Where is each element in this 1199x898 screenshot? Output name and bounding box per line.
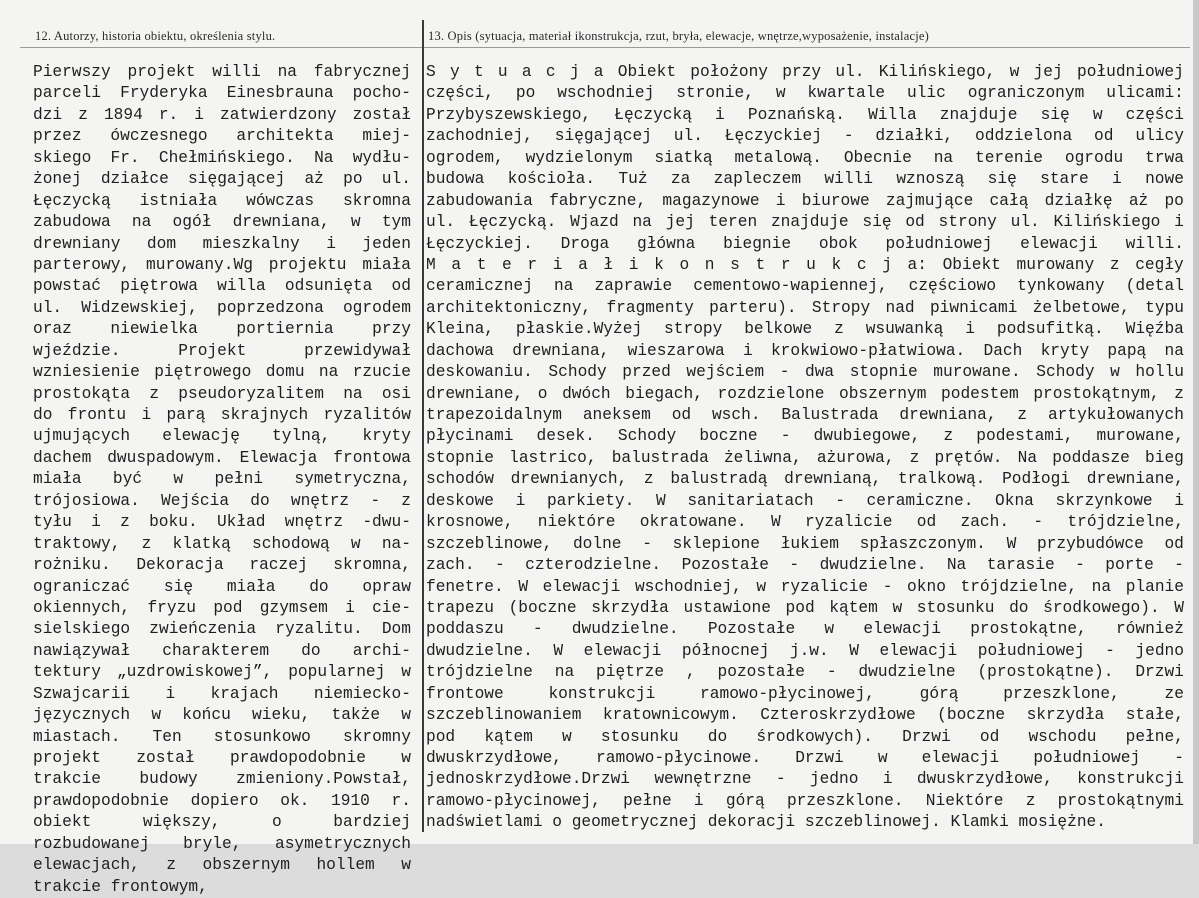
text-line: Kleina, płaskie.Wyżej stropy belkowe z wsuwanką i podsufitką. Więźba [426,320,1184,339]
text-line: pod kątem w stosunku do środkowych). Drzwi od wschodu pełne, [426,727,1184,746]
text-line: zach. - czterodzielne. Pozostałe - dwudzielne. Na tarasie - porte - [426,556,1184,575]
text-line: wzniesienie piętrowego domu na rzucie [33,363,411,382]
text-line: M a t e r i a ł i k o n s t r u k c j a: Obiekt murowany z cegły [426,255,1184,274]
text-line: poddaszu - dwudzielne. Pozostałe w elewacji prostokątne, również [426,620,1184,639]
text-line: prawdopodobnie dopiero ok. 1910 r. [33,791,411,810]
text-line: parceli Fryderyka Einesbrauna pocho- [33,84,411,103]
text-line: dachem dwuspadowym. Elewacja frontowa [33,448,411,467]
text-line: budowa kościoła. Tuż za zapleczem willi wznoszą się stare i nowe [426,170,1184,189]
text-line: rozbudowanej bryle, asymetrycznych [33,834,411,853]
text-line: trójosiowa. Wejścia do wnętrz - z [33,491,411,510]
text-line: jednoskrzydłowe.Drzwi wewnętrzne - jedno i dwuskrzydłowe, konstrukcji [426,770,1184,789]
text-line: deskowe i parkiety. W sanitariatach - ceramiczne. Okna skrzynkowe i [426,491,1184,510]
text-line: ujmujących elewację tylną, kryty [33,427,411,446]
text-line: rożniku. Dekoracja raczej skromna, [33,556,411,575]
text-line: stopnie lastrico, balustrada żeliwna, ażurowa, z prętów. Na poddasze bieg [426,448,1184,467]
text-line: szczeblinowe, dolne - sklepione łukiem spłaszczonym. W przybudówce od [426,534,1184,553]
text-line: dwuskrzydłowe, ramowo-płycinowe. Drzwi w elewacji południowej - [426,749,1184,767]
text-line: drewniany dom mieszkalny i jeden [33,234,411,253]
text-line: trapezu (boczne skrzydła ustawione pod kątem w stosunku do środkowego). W [426,598,1184,617]
text-line: ograniczać się miała do opraw [33,577,411,596]
text-line: płycinami desek. Schody boczne - dwubiegowe, z podestami, murowane, [426,427,1184,446]
text-line: elewacjach, z obszernym hollem w [33,856,411,875]
text-line: deskowaniu. Schody przed wejściem - dwa stopnie murowane. Schody w hollu [426,363,1184,382]
text-line: Łęczycką istniała wówczas skromna [33,191,411,210]
text-line: zabudowa na ogół drewniana, w tym [33,213,411,232]
text-line: Przybyszewskiego, Łęczycką i Poznańską. Willa znajduje się w części [426,105,1184,124]
text-line: trakcie budowy zmieniony.Powstał, [33,770,411,789]
text-line: projekt został prawdopodobnie w [33,749,411,767]
text-line: części, po wschodniej stronie, w kwartale ulic ograniczonym ulicami: [426,84,1184,103]
section-13-heading: 13. Opis (sytuacja, materiał ikonstrukcja, rzut, bryła, elewacje, wnętrze,wyposażenie, instalacje) [428,29,930,43]
text-line: ogrodem, wydzielonym siatką metalową. Obecnie na terenie ogrodu trwa [426,148,1184,167]
text-line: schodów drewnianych, z balustradą drewnianą, tralkową. Podłogi drewniane, [426,470,1184,489]
text-line: trakcie frontowym, [33,877,208,896]
text-line: S y t u a c j a Obiekt położony przy ul. Kilińskiego, w jej południowej [426,63,1184,81]
text-line: żonej działce sięgającej aż po ul. [33,170,411,189]
text-line: skiego Fr. Chełmińskiego. Na wydłu- [33,148,411,167]
column-divider [422,20,424,832]
text-line: ramowo-płycinowej, pełne i górą przeszklone. Niektóre z prostokątnymi [426,791,1184,810]
text-line: miała być w pełni symetryczna, [33,470,411,489]
text-line: obiekt większy, o bardziej [33,813,411,832]
text-line: języcznych w końcu wieku, także w [33,706,411,725]
text-line: drewniane, o dwóch biegach, rozdzielone obszernym podestem prostokątnym, z [426,384,1184,403]
history-text-column [33,62,411,898]
text-line: Pierwszy projekt willi na fabrycznej [33,63,411,81]
text-line: architektoniczny, fragmenty parteru). Stropy nad piwnicami żelbetowe, typu [426,298,1184,317]
text-line: do frontu i parą skrajnych ryzalitów [33,406,411,424]
text-line: zachodniej, sięgającej ul. Łęczyckiej - działki, oddzielona od ulicy [426,127,1184,146]
text-line: nawiązywał charakterem do archi- [33,641,411,660]
text-line: przez ówczesnego architekta miej- [33,127,411,146]
text-line: zabudowania fabryczne, magazynowe i biurowe zajmujące całą działkę aż po [426,191,1184,210]
text-line: parterowy, murowany.Wg projektu miała [33,255,411,274]
text-line: Łęczyckiej. Droga główna biegnie obok południowej elewacji willi. [426,234,1184,253]
text-line: Szwajcarii i krajach niemiecko- [33,684,411,703]
text-line: dzi z 1894 r. i zatwierdzony został [33,105,411,124]
text-line: szczeblinowaniem kratownicowym. Czteroskrzydłowe (boczne skrzydła stałe, [426,706,1184,725]
text-line: trójdzielne na piętrze , pozostałe - dwudzielne (prostokątne). Drzwi [426,663,1184,682]
text-line: ceramicznej na zaprawie cementowo-wapiennej, częściowo tynkowany (detal [426,277,1184,296]
text-line: fenetre. W elewacji wschodniej, w ryzalicie - okno trójdzielne, na planie [426,577,1184,596]
text-line: wjeździe. Projekt przewidywał [33,341,411,360]
text-line: prostokąta z pseudoryzalitem na osi [33,384,411,403]
section-12-heading: 12. Autorzy, historia obiektu, określenia stylu. [35,29,276,43]
text-line: dachowa drewniana, wieszarowa i krokwiowo-płatwiowa. Dach kryty papą na [426,341,1184,360]
text-line: tektury „uzdrowiskowej”, popularnej w [33,663,411,682]
text-line: dwudzielne. W elewacji północnej j.w. W elewacji południowej - jedno [426,641,1184,660]
header-rule [20,47,1190,48]
text-line: tyłu i z boku. Układ wnętrz -dwu- [33,513,411,532]
text-line: trapezoidalnym aneksem od wsch. Balustrada drewniana, z artykułowanych [426,406,1184,424]
text-line: frontowe konstrukcji ramowo-płycinowej, górą przeszklone, ze [426,684,1184,703]
description-text-column [426,62,1184,834]
text-line: nadświetlami o geometrycznej dekoracji szczeblinowej. Klamki mosiężne. [426,813,1106,832]
text-line: sielskiego zwieńczenia ryzalitu. Dom [33,620,411,639]
text-line: ul. Łęczycką. Wjazd na jej teren znajduje się od strony ul. Kilińskiego i [426,213,1184,232]
text-line: oraz niewielka portiernia przy [33,320,411,339]
text-line: okiennych, fryzu pod gzymsem i cie- [33,598,411,617]
text-line: krosnowe, niektóre okratowane. W ryzalicie od zach. - trójdzielne, [426,513,1184,532]
text-line: traktowy, z klatką schodową w na- [33,534,411,553]
text-line: miastach. Ten stosunkowo skromny [33,727,411,746]
text-line: ul. Widzewskiej, poprzedzona ogrodem [33,298,411,317]
text-line: powstać piętrowa willa odsunięta od [33,277,411,296]
